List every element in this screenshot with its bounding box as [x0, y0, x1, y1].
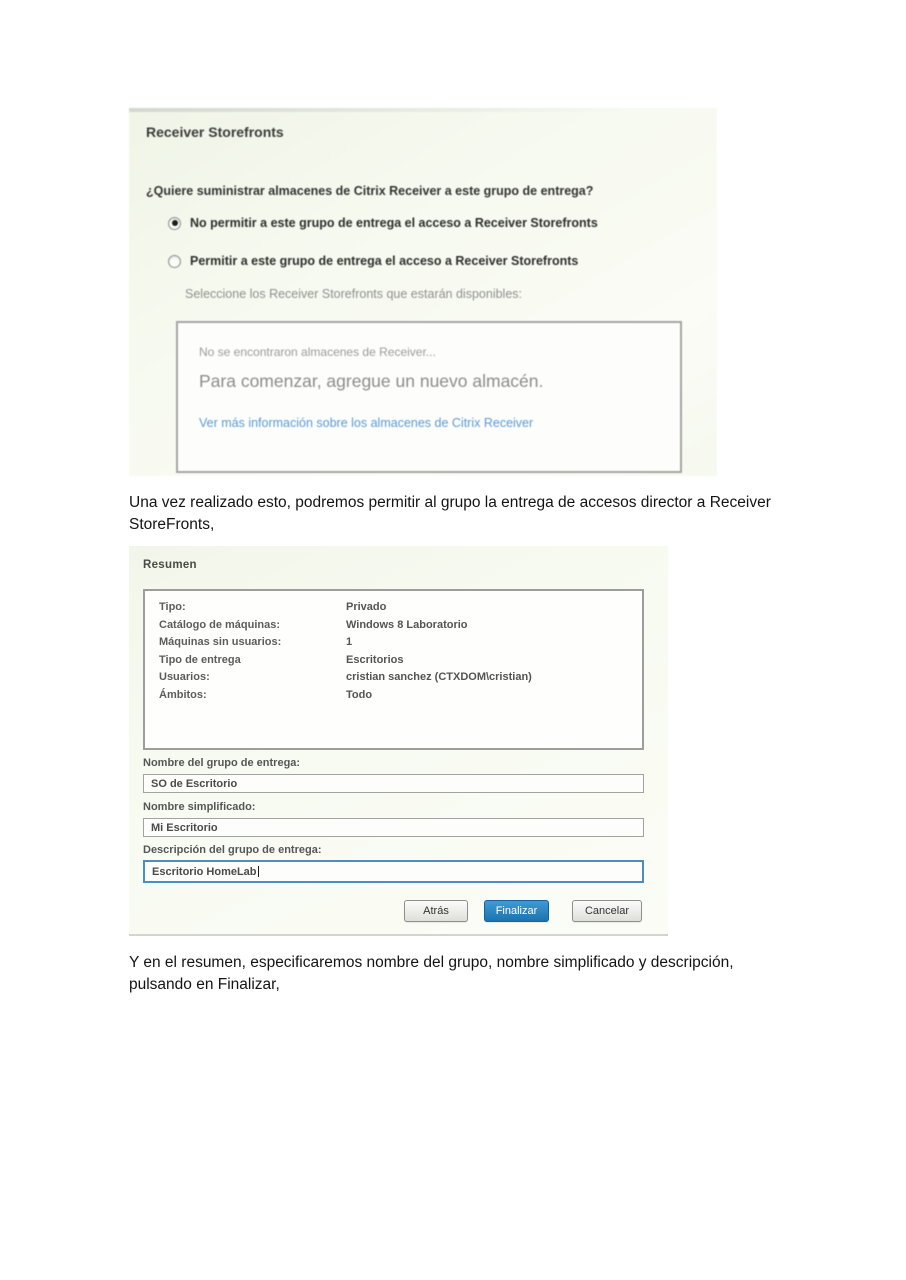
radio-option-permitir[interactable]: [168, 254, 578, 268]
summary-value: Privado: [346, 601, 387, 613]
summary-label: Máquinas sin usuarios:: [159, 636, 282, 648]
storefronts-listbox[interactable]: [176, 321, 682, 473]
nombre-simplificado-input[interactable]: [143, 818, 644, 837]
summary-label: Catálogo de máquinas:: [159, 618, 281, 631]
summary-label: Tipo:: [159, 601, 186, 613]
summary-value: Escritorios: [346, 653, 404, 666]
radio-permitir-label: Permitir a este grupo de entrega el acceso a Receiver Storefronts: [190, 254, 579, 268]
resumen-title: Resumen: [143, 559, 197, 571]
descripcion-value: Escritorio HomeLab: [152, 866, 257, 878]
radio-option-no-permitir[interactable]: [168, 216, 598, 230]
summary-box: [143, 589, 644, 750]
nombre-simplificado-value: Mi Escritorio: [151, 822, 218, 834]
summary-value: Windows 8 Laboratorio: [346, 618, 468, 631]
listbox-hint: Para comenzar, agregue un nuevo almacén.: [199, 371, 544, 391]
atras-button[interactable]: Atrás: [404, 900, 468, 922]
summary-row-tipo-entrega: [159, 654, 642, 672]
storefronts-select-label: Seleccione los Receiver Storefronts que estarán disponibles:: [185, 287, 522, 301]
summary-row-catalogo: [159, 619, 642, 637]
summary-value: cristian sanchez (CTXDOM\cristian): [346, 671, 532, 683]
descripcion-input[interactable]: [143, 860, 644, 883]
nombre-grupo-label: Nombre del grupo de entrega:: [143, 757, 301, 769]
wizard-step-title: Receiver Storefronts: [146, 124, 284, 140]
listbox-empty-message: No se encontraron almacenes de Receiver...: [199, 345, 436, 359]
nombre-grupo-value: SO de Escritorio: [151, 778, 238, 790]
radio-selected-icon[interactable]: [168, 217, 181, 230]
summary-row-usuarios: [159, 671, 642, 689]
summary-row-tipo: [159, 601, 642, 619]
cancelar-button[interactable]: Cancelar: [572, 900, 642, 922]
descripcion-label: Descripción del grupo de entrega:: [143, 844, 322, 856]
summary-row-ambitos: [159, 689, 642, 707]
radio-no-permitir-label: No permitir a este grupo de entrega el acceso a Receiver Storefronts: [190, 216, 598, 230]
radio-unselected-icon[interactable]: [168, 255, 181, 268]
summary-label: Usuarios:: [159, 671, 210, 683]
more-info-link[interactable]: Ver más información sobre los almacenes de Citrix Receiver: [199, 416, 534, 430]
nombre-simplificado-label: Nombre simplificado:: [143, 801, 256, 813]
finalizar-button[interactable]: Finalizar: [484, 900, 549, 922]
summary-value: Todo: [346, 688, 373, 701]
summary-value: 1: [346, 636, 353, 648]
paragraph-1: Una vez realizado esto, podremos permitir al grupo la entrega de accesos director a Receiver StoreFronts,: [129, 494, 771, 533]
receiver-storefronts-screenshot: [129, 108, 717, 476]
summary-row-maquinas: [159, 636, 642, 654]
storefronts-question: ¿Quiere suministrar almacenes de Citrix Receiver a este grupo de entrega?: [146, 184, 594, 198]
nombre-grupo-input[interactable]: [143, 774, 644, 793]
summary-label: Ámbitos:: [159, 688, 207, 701]
paragraph-2: Y en el resumen, especificaremos nombre del grupo, nombre simplificado y descripción, pulsando en Finalizar,: [129, 954, 734, 993]
resumen-screenshot: [129, 546, 668, 936]
summary-label: Tipo de entrega: [159, 653, 241, 666]
